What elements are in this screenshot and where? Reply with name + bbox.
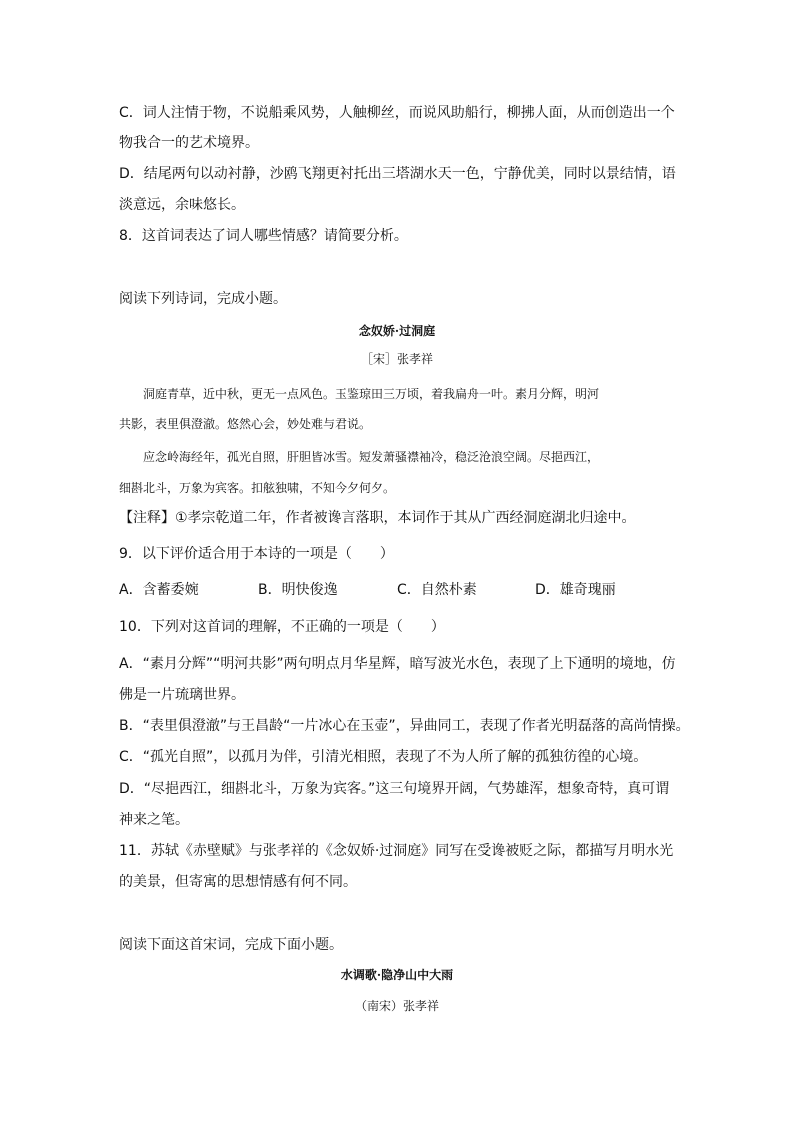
q10-option-d-line-2: 神来之笔。 <box>119 812 189 828</box>
poem-1-line-4: 细斟北斗，万象为宾客。扣舷独啸，不知今夕何夕。 <box>119 481 396 495</box>
choice-d: D．雄奇瑰丽 <box>535 582 616 598</box>
q10-option-a-line-2: 佛是一片琉璃世界。 <box>119 687 245 703</box>
option-c-line-1: C．词人注情于物，不说船乘风势，人触柳丝，而说风助船行，柳拂人面，从而创造出一个 <box>119 105 675 121</box>
question-9: 9．以下评价适合用于本诗的一项是（ ） <box>119 546 394 562</box>
reading-intro-1: 阅读下列诗词，完成小题。 <box>119 291 287 307</box>
q10-option-a-line-1: A．“素月分辉”“明河共影”两句明点月华星辉，暗写波光水色，表现了上下通明的境地，仿 <box>119 656 676 672</box>
poem-1-line-1: 洞庭青草，近中秋，更无一点风色。玉鉴琼田三万顷，着我扁舟一叶。素月分辉，明河 <box>119 387 600 401</box>
choice-b: B．明快俊逸 <box>258 582 338 598</box>
annotation-note: 【注释】①孝宗乾道二年，作者被谗言落职，本词作于其从广西经洞庭湖北归途中。 <box>119 510 636 526</box>
option-d-line-1: D．结尾两句以动衬静，沙鸥飞翔更衬托出三塔湖水天一色，宁静优美，同时以景结情，语 <box>119 166 676 182</box>
q10-option-d-line-1: D．“尽挹西江，细斟北斗，万象为宾客。”这三句境界开阔，气势雄浑，想象奇特，真可谓 <box>119 781 670 797</box>
question-11-line-1: 11．苏轼《赤壁赋》与张孝祥的《念奴娇·过洞庭》同写在受谗被贬之际，都描写月明水光 <box>119 843 674 859</box>
poem-1-line-3: 应念岭海经年，孤光自照，肝胆皆冰雪。短发萧骚襟袖冷，稳泛沧浪空阔。尽挹西江， <box>119 450 600 464</box>
q10-option-b: B．“表里俱澄澈”与王昌龄“一片冰心在玉壶”，异曲同工，表现了作者光明磊落的高尚情操。 <box>119 718 690 734</box>
option-c-line-2: 物我合一的艺术境界。 <box>119 135 259 151</box>
poem-1-line-2: 共影，表里俱澄澈。悠然心会，妙处难与君说。 <box>119 417 372 431</box>
poem-2-title: 水调歌·隐净山中大雨 <box>340 968 454 982</box>
question-8: 8．这首词表达了词人哪些情感？请简要分析。 <box>119 228 408 244</box>
choice-c: C．自然朴素 <box>397 582 477 598</box>
question-11-line-2: 的美景，但寄寓的思想情感有何不同。 <box>119 874 357 890</box>
poem-1-author: ［宋］张孝祥 <box>360 352 433 366</box>
poem-1-title: 念奴娇·过洞庭 <box>358 324 436 338</box>
choice-a: A．含蓄委婉 <box>119 582 199 598</box>
question-10: 10．下列对这首词的理解，不正确的一项是（ ） <box>119 619 445 635</box>
option-d-line-2: 淡意远，余味悠长。 <box>119 197 245 213</box>
poem-2-author: （南宋）张孝祥 <box>354 999 439 1013</box>
q10-option-c: C．“孤光自照”，以孤月为伴，引清光相照，表现了不为人所了解的孤独彷徨的心境。 <box>119 749 648 765</box>
reading-intro-2: 阅读下面这首宋词，完成下面小题。 <box>119 937 343 953</box>
